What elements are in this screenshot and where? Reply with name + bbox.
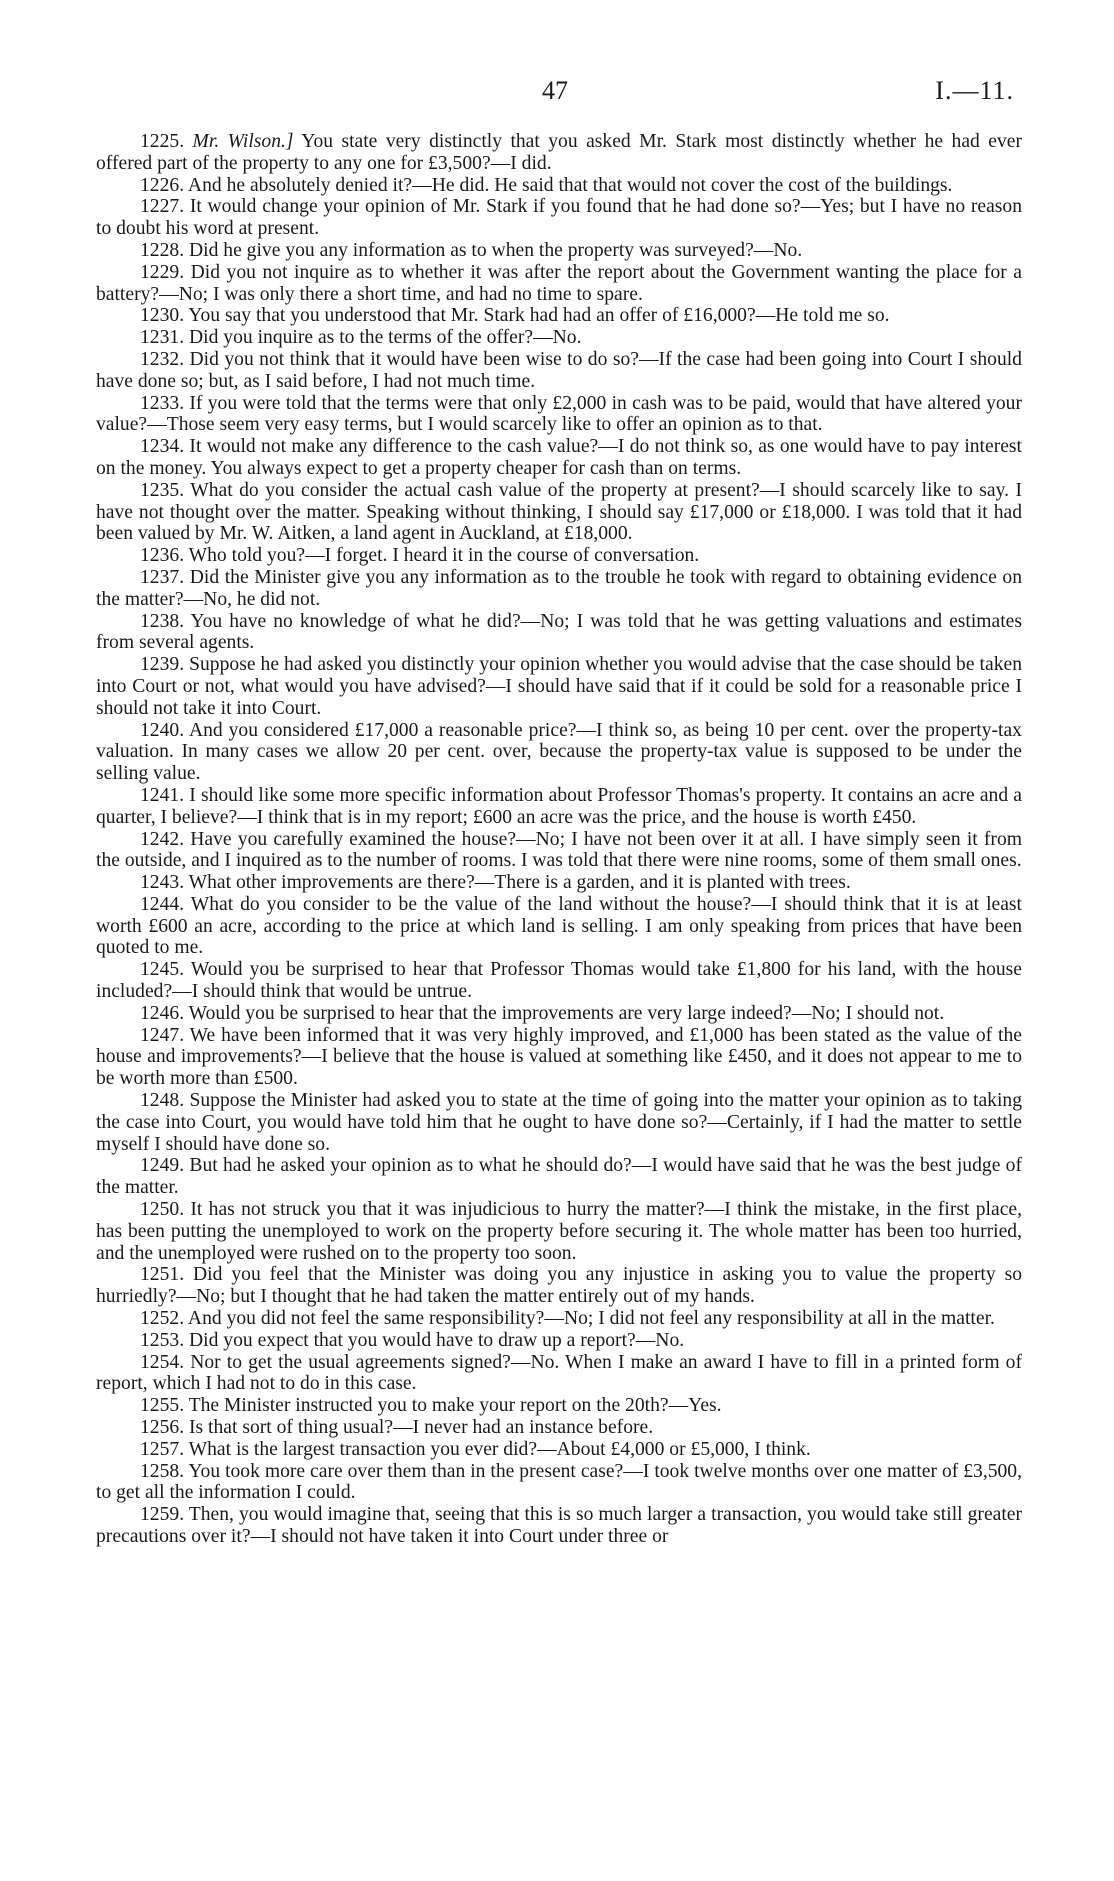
question-number: 1250. xyxy=(140,1199,185,1221)
question-number: 1232. xyxy=(140,348,185,370)
qa-paragraph xyxy=(96,872,1022,894)
qa-paragraph xyxy=(96,1199,1022,1264)
question-number: 1228. xyxy=(140,239,185,261)
qa-paragraph xyxy=(96,349,1022,393)
qa-paragraph xyxy=(96,262,1022,306)
page-number: 47 xyxy=(542,76,568,105)
qa-paragraph xyxy=(96,1461,1022,1505)
qa-paragraph xyxy=(96,1330,1022,1352)
question-number: 1235. xyxy=(140,479,185,501)
question-number: 1241. xyxy=(140,784,185,806)
qa-paragraph xyxy=(96,1003,1022,1025)
question-number: 1225. xyxy=(140,131,185,152)
paragraph-text: Did you feel that the Minister was doing you any injustice in asking you to value the property so hurriedly?—No; but I thought that he had taken the matter entirely out of my hands. xyxy=(96,1264,1022,1308)
qa-paragraph xyxy=(96,1417,1022,1439)
paragraph-text: What other improvements are there?—There is a garden, and it is planted with trees. xyxy=(188,872,851,894)
question-number: 1229. xyxy=(140,261,185,283)
question-number: 1252. xyxy=(140,1308,185,1330)
qa-paragraph xyxy=(96,785,1022,829)
question-number: 1244. xyxy=(140,893,185,915)
question-number: 1243. xyxy=(140,872,185,894)
qa-paragraph xyxy=(96,829,1022,873)
document-body xyxy=(96,131,1022,1548)
qa-paragraph xyxy=(96,1025,1022,1090)
speaker-name: Mr. Wilson.] xyxy=(192,131,294,152)
paragraph-text: Did you expect that you would have to draw up a report?—No. xyxy=(189,1329,685,1351)
paragraph-text: But had he asked your opinion as to what he should do?—I would have said that he was the best judge of the matter. xyxy=(96,1155,1022,1199)
qa-paragraph xyxy=(96,327,1022,349)
qa-paragraph xyxy=(96,567,1022,611)
qa-paragraph xyxy=(96,654,1022,719)
qa-paragraph xyxy=(96,1155,1022,1199)
paragraph-text: Did he give you any information as to when the property was surveyed?—No. xyxy=(189,239,803,261)
paragraph-text: Did you not think that it would have been wise to do so?—If the case had been going into Court I should have done so; but, as I said before, I had not much time. xyxy=(96,348,1022,392)
paragraph-text: What do you consider to be the value of the land without the house?—I should think that it is at least worth £600 an acre, according to the price at which land is selling. I am only speaking from prices that have been quoted to me. xyxy=(96,893,1022,959)
paragraph-text: And he absolutely denied it?—He did. He said that that would not cover the cost of the buildings. xyxy=(187,174,953,196)
paragraph-text: I should like some more specific information about Professor Thomas's property. It contains an acre and a quarter, I believe?—I think that is in my report; £600 an acre was the price, and the house is worth £450. xyxy=(96,784,1022,828)
qa-paragraph xyxy=(96,959,1022,1003)
page-header xyxy=(96,76,1014,108)
question-number: 1237. xyxy=(140,566,185,588)
paragraph-text: What do you consider the actual cash value of the property at present?—I should scarcely like to say. I have not thought over the matter. Speaking without thinking, I should say £17,000 or £18,000. I was told that it had been valued by Mr. W. Aitken, a land agent in Auckland, at £18,000. xyxy=(96,479,1023,545)
question-number: 1251. xyxy=(140,1264,185,1286)
question-number: 1239. xyxy=(140,654,185,676)
qa-paragraph xyxy=(96,436,1022,480)
qa-paragraph xyxy=(96,894,1022,959)
question-number: 1236. xyxy=(140,545,185,567)
question-number: 1255. xyxy=(140,1395,185,1417)
paragraph-text: Suppose he had asked you distinctly your opinion whether you would advise that the case should be taken into Court or not, what would you have advised?—I should have said that if it could be sold for a reasonable price I should not take it into Court. xyxy=(96,654,1022,719)
question-number: 1247. xyxy=(140,1024,185,1046)
qa-paragraph xyxy=(96,1395,1022,1417)
qa-paragraph xyxy=(96,393,1022,437)
question-number: 1238. xyxy=(140,610,185,632)
paragraph-text: Would you be surprised to hear that Professor Thomas would take £1,800 for his land, with the house included?—I should think that would be untrue. xyxy=(96,959,1023,1003)
question-number: 1234. xyxy=(140,436,185,458)
question-number: 1242. xyxy=(140,828,185,850)
qa-paragraph xyxy=(96,1090,1022,1155)
qa-paragraph xyxy=(96,131,1022,175)
question-number: 1226. xyxy=(140,174,185,196)
qa-paragraph xyxy=(96,1352,1022,1396)
question-number: 1240. xyxy=(140,719,185,741)
paragraph-text: Nor to get the usual agreements signed?—No. When I make an award I have to fill in a printed form of report, which I had not to do in this case. xyxy=(96,1351,1022,1395)
paragraph-text: If you were told that the terms were that only £2,000 in cash was to be paid, would that have altered your value?—Those seem very easy terms, but I would scarcely like to offer an opinion as to that. xyxy=(96,392,1022,436)
paragraph-text: And you did not feel the same responsibility?—No; I did not feel any responsibility at all in the matter. xyxy=(187,1308,995,1330)
question-number: 1253. xyxy=(140,1329,185,1351)
qa-paragraph xyxy=(96,1264,1022,1308)
question-number: 1245. xyxy=(140,959,185,981)
document-reference: I.—11. xyxy=(935,76,1014,105)
paragraph-text: Have you carefully examined the house?—No; I have not been over it at all. I have simply seen it from the outside, and I inquired as to the number of rooms. I was told that there were nine rooms, some of them small ones. xyxy=(96,828,1022,872)
paragraph-text: We have been informed that it was very highly improved, and £1,000 has been stated as the value of the house and improvements?—I believe that the house is valued at something like £450, and it does not appear to me to be worth more than £500. xyxy=(96,1024,1022,1090)
paragraph-text: The Minister instructed you to make your report on the 20th?—Yes. xyxy=(188,1395,722,1417)
question-number: 1258. xyxy=(140,1460,185,1482)
question-number: 1248. xyxy=(140,1090,185,1112)
qa-paragraph xyxy=(96,305,1022,327)
paragraph-text: Suppose the Minister had asked you to state at the time of going into the matter your opinion as to taking the case into Court, you would have told him that he ought to have done so?—Certainly, if I had the matter to settle myself I should have done so. xyxy=(96,1090,1022,1155)
paragraph-text: It would change your opinion of Mr. Stark if you found that he had done so?—Yes; but I have no reason to doubt his word at present. xyxy=(96,196,1022,240)
qa-paragraph xyxy=(96,611,1022,655)
paragraph-text: And you considered £17,000 a reasonable price?—I think so, as being 10 per cent. over the property-tax valuation. In many cases we allow 20 per cent. over, because the property-tax value is supposed to be under the selling value. xyxy=(96,719,1022,785)
paragraph-text: You state very distinctly that you asked Mr. Stark most distinctly whether he had ever offered part of the property to any one for £3,500?—I did. xyxy=(96,131,1022,174)
paragraph-text: Then, you would imagine that, seeing that this is so much larger a transaction, you would take still greater precautions over it?—I should not have taken it into Court under three or xyxy=(96,1504,1023,1547)
qa-paragraph xyxy=(96,1308,1022,1330)
qa-paragraph xyxy=(96,720,1022,785)
qa-paragraph xyxy=(96,240,1022,262)
paragraph-text: It would not make any difference to the cash value?—I do not think so, as one would have to pay interest on the money. You always expect to get a property cheaper for cash than on terms. xyxy=(96,436,1022,479)
question-number: 1246. xyxy=(140,1002,185,1024)
paragraph-text: Did you inquire as to the terms of the offer?—No. xyxy=(189,327,582,349)
question-number: 1256. xyxy=(140,1417,185,1439)
paragraph-text: Did the Minister give you any information as to the trouble he took with regard to obtaining evidence on the matter?—No, he did not. xyxy=(96,566,1023,610)
qa-paragraph xyxy=(96,545,1022,567)
paragraph-text: Who told you?—I forget. I heard it in the course of conversation. xyxy=(188,545,700,567)
question-number: 1230. xyxy=(140,305,185,327)
question-number: 1249. xyxy=(140,1155,185,1177)
qa-paragraph xyxy=(96,1439,1022,1461)
question-number: 1254. xyxy=(140,1351,185,1373)
paragraph-text: You say that you understood that Mr. Stark had had an offer of £16,000?—He told me so. xyxy=(188,305,890,327)
qa-paragraph xyxy=(96,196,1022,240)
paragraph-text: Would you be surprised to hear that the improvements are very large indeed?—No; I should not. xyxy=(188,1002,945,1024)
qa-paragraph xyxy=(96,480,1022,545)
paragraph-text: It has not struck you that it was injudicious to hurry the matter?—I think the mistake, in the first place, has been putting the unemployed to work on the property before securing it. The whole matter has been too hurried, and the unemployed were rushed on to the property too soon. xyxy=(96,1199,1022,1264)
paragraph-text: You have no knowledge of what he did?—No; I was told that he was getting valuations and estimates from several agents. xyxy=(96,610,1022,654)
paragraph-text: What is the largest transaction you ever did?—About £4,000 or £5,000, I think. xyxy=(188,1438,811,1460)
question-number: 1257. xyxy=(140,1438,185,1460)
qa-paragraph xyxy=(96,175,1022,197)
question-number: 1227. xyxy=(140,196,185,218)
paragraph-text: You took more care over them than in the present case?—I took twelve months over one matter of £3,500, to get all the information I could. xyxy=(96,1460,1023,1504)
paragraph-text: Is that sort of thing usual?—I never had an instance before. xyxy=(189,1417,654,1439)
question-number: 1233. xyxy=(140,392,185,414)
question-number: 1231. xyxy=(140,327,185,349)
paragraph-text: Did you not inquire as to whether it was after the report about the Government wanting the place for a battery?—No; I was only there a short time, and had no time to spare. xyxy=(96,261,1022,305)
question-number: 1259. xyxy=(140,1504,185,1526)
qa-paragraph xyxy=(96,1504,1022,1548)
